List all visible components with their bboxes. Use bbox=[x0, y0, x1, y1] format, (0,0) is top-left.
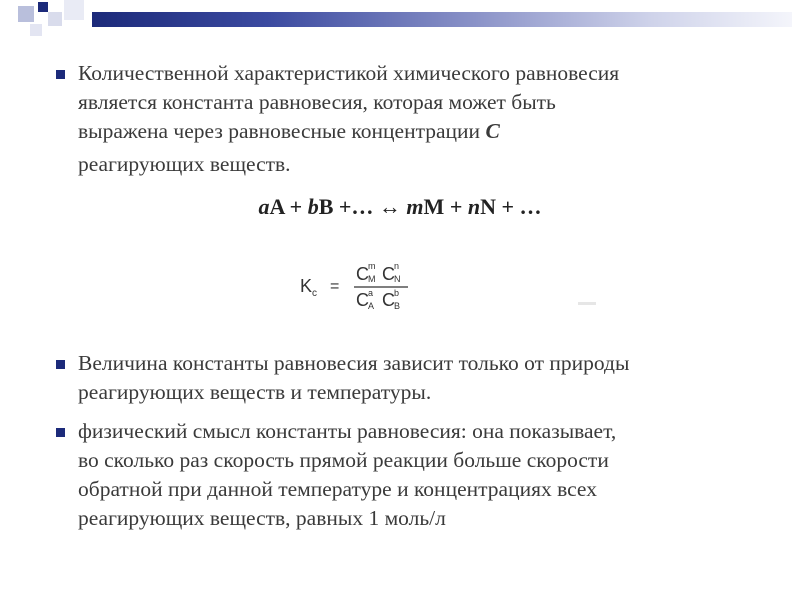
operator: + bbox=[444, 194, 468, 219]
text-line: реагирующих веществ и температуры. bbox=[78, 380, 432, 404]
formula-k: K bbox=[300, 276, 313, 296]
formula-eq: = bbox=[330, 278, 340, 295]
title-decoration bbox=[18, 0, 788, 40]
reaction-equation bbox=[0, 194, 800, 220]
species-m: M bbox=[423, 194, 445, 219]
title-bar bbox=[92, 12, 792, 27]
num2: C bbox=[382, 264, 395, 284]
text-line: реагирующих веществ, равных 1 моль/л bbox=[78, 506, 446, 530]
paragraph-dependence bbox=[78, 349, 768, 407]
text-segment: выражена через равновесные концентрации bbox=[78, 119, 486, 143]
num1: C bbox=[356, 264, 369, 284]
operator: + … bbox=[496, 194, 542, 219]
concentration-symbol: C bbox=[485, 119, 500, 143]
species-a: A bbox=[269, 194, 285, 219]
paragraph-physical-meaning bbox=[78, 417, 768, 533]
bullet-marker bbox=[56, 360, 65, 369]
num2-sub: N bbox=[394, 274, 401, 284]
den2-sub: B bbox=[394, 301, 401, 311]
equilibrium-constant-formula bbox=[300, 258, 460, 318]
text-line: является константа равновесия, которая может быть bbox=[78, 90, 556, 114]
text-line: во сколько раз скорость прямой реакции больше скорости bbox=[78, 448, 609, 472]
den2: C bbox=[382, 290, 395, 310]
paragraph-equilibrium-constant bbox=[78, 59, 768, 146]
coef-n: n bbox=[467, 194, 481, 219]
text-line: Величина константы равновесия зависит только от природы bbox=[78, 351, 630, 375]
operator-arrow: +… ↔ bbox=[333, 194, 407, 219]
den2-sup: b bbox=[394, 288, 400, 298]
bullet-marker bbox=[56, 428, 65, 437]
species-n: N bbox=[480, 194, 496, 219]
bullet-marker bbox=[56, 70, 65, 79]
text-line bbox=[78, 117, 768, 146]
decorative-squares-icon bbox=[18, 0, 98, 40]
coef-b: b bbox=[307, 194, 319, 219]
den1-sup: a bbox=[368, 288, 374, 298]
text-line: физический смысл константы равновесия: она показывает, bbox=[78, 419, 617, 443]
species-b: B bbox=[318, 194, 334, 219]
den1: C bbox=[356, 290, 369, 310]
text-line: Количественной характеристикой химического равновесия bbox=[78, 61, 620, 85]
formula-k-sub: c bbox=[312, 288, 317, 299]
text-line: реагирующих веществ. bbox=[78, 152, 291, 176]
coef-a: a bbox=[258, 194, 270, 219]
num1-sub: M bbox=[368, 274, 376, 284]
num1-sup: m bbox=[368, 261, 376, 271]
artifact-mark bbox=[578, 302, 596, 305]
den1-sub: A bbox=[368, 301, 375, 311]
coef-m: m bbox=[406, 194, 424, 219]
operator: + bbox=[284, 194, 308, 219]
text-line: обратной при данной температуре и концентрациях всех bbox=[78, 477, 597, 501]
num2-sup: n bbox=[394, 261, 400, 271]
